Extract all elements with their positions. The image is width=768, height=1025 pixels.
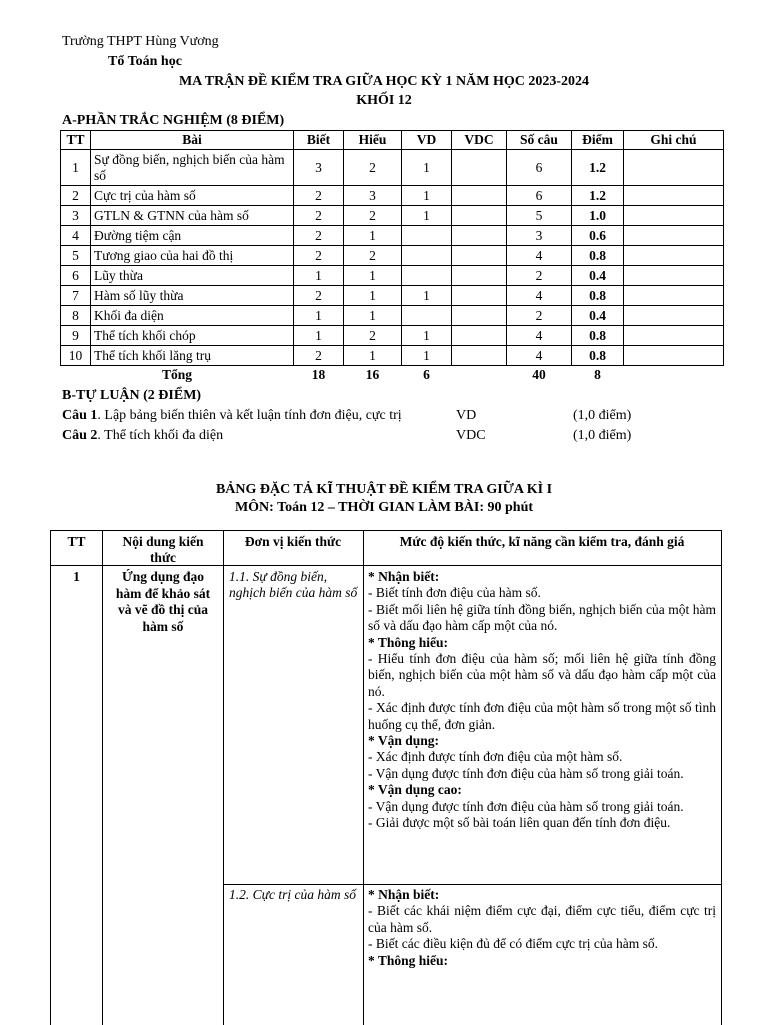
cell-bai: Cực trị của hàm số bbox=[91, 186, 294, 206]
criteria-line: - Xác định được tính đơn điệu của một hàm số. bbox=[368, 749, 623, 765]
cell-tt: 10 bbox=[61, 346, 91, 366]
cell-biet: 2 bbox=[294, 286, 344, 306]
essay-question-1 bbox=[62, 408, 402, 424]
cell-vd bbox=[402, 266, 452, 286]
question-text: . Lập bảng biến thiên và kết luận tính đơn điệu, cực trị bbox=[97, 408, 402, 423]
cell-biet: 1 bbox=[294, 306, 344, 326]
criteria-line: - Vận dụng được tính đơn điệu của hàm số trong giải toán. bbox=[368, 798, 684, 814]
table-row bbox=[61, 326, 724, 346]
cell-biet: 2 bbox=[294, 246, 344, 266]
spec-unit-criteria bbox=[368, 887, 716, 969]
cell-bai: Lũy thừa bbox=[91, 266, 294, 286]
table-row bbox=[61, 206, 724, 226]
cell-diem: 0.8 bbox=[572, 346, 624, 366]
cell-vd: 1 bbox=[402, 326, 452, 346]
cell-hieu: 2 bbox=[344, 206, 402, 226]
total-hieu: 16 bbox=[365, 367, 380, 382]
department-name: Tổ Toán học bbox=[108, 54, 182, 69]
criteria-line: - Biết các điều kiện đủ để có điểm cực trị của hàm số. bbox=[368, 936, 658, 952]
cell-so-cau: 4 bbox=[507, 286, 572, 306]
section-b-heading: B-TỰ LUẬN (2 ĐIỂM) bbox=[62, 388, 202, 403]
cell-so-cau: 2 bbox=[507, 306, 572, 326]
spec-subtitle: MÔN: Toán 12 – THỜI GIAN LÀM BÀI: 90 phút bbox=[234, 500, 534, 515]
cell-diem: 1.2 bbox=[572, 186, 624, 206]
question-level: VD bbox=[456, 408, 477, 423]
cell-so-cau: 4 bbox=[507, 346, 572, 366]
cell-diem: 0.4 bbox=[572, 266, 624, 286]
criteria-line: - Giải được một số bài toán liên quan đến tính đơn điệu. bbox=[368, 815, 671, 831]
matrix-table bbox=[60, 130, 724, 384]
cell-ghi-chu bbox=[624, 306, 724, 326]
criteria-line: - Vận dụng được tính đơn điệu của hàm số trong giải toán. bbox=[368, 765, 684, 781]
cell-bai: Thể tích khối lăng trụ bbox=[91, 346, 294, 366]
question-label: Câu 2 bbox=[62, 428, 98, 443]
cell-vdc bbox=[452, 186, 507, 206]
cell-diem: 1.0 bbox=[572, 206, 624, 226]
cell-vd: 1 bbox=[402, 346, 452, 366]
spec-unit-name: 1.2. Cực trị của hàm số bbox=[229, 887, 356, 902]
cell-vdc bbox=[452, 306, 507, 326]
cell-hieu: 1 bbox=[344, 266, 402, 286]
cell-vd bbox=[402, 226, 452, 246]
level-heading: * Vận dụng: bbox=[368, 733, 440, 749]
cell-biet: 2 bbox=[294, 346, 344, 366]
cell-ghi-chu bbox=[624, 186, 724, 206]
col-header: VD bbox=[402, 131, 452, 150]
cell-hieu: 1 bbox=[344, 226, 402, 246]
question-points: (1,0 điểm) bbox=[573, 408, 632, 423]
cell-tt: 7 bbox=[61, 286, 91, 306]
cell-vdc bbox=[452, 150, 507, 186]
cell-vdc bbox=[452, 246, 507, 266]
spec-title: BẢNG ĐẶC TẢ KĨ THUẬT ĐỀ KIỂM TRA GIỮA KÌ I bbox=[215, 482, 553, 497]
col-header: VDC bbox=[452, 131, 507, 150]
spec-col-divider bbox=[363, 531, 364, 1025]
table-row bbox=[61, 186, 724, 206]
cell-hieu: 2 bbox=[344, 326, 402, 346]
cell-biet: 2 bbox=[294, 186, 344, 206]
cell-hieu: 2 bbox=[344, 246, 402, 266]
document-title: MA TRẬN ĐỀ KIỂM TRA GIỮA HỌC KỲ 1 NĂM HỌC 2023-2024 bbox=[178, 74, 590, 89]
cell-tt: 5 bbox=[61, 246, 91, 266]
cell-vd: 1 bbox=[402, 286, 452, 306]
cell-bai: Sự đồng biến, nghịch biến của hàm số bbox=[91, 150, 294, 186]
cell-vdc bbox=[452, 206, 507, 226]
col-header: Số câu bbox=[507, 131, 572, 150]
level-heading: * Nhận biết: bbox=[368, 887, 440, 902]
question-text: . Thể tích khối đa diện bbox=[97, 428, 224, 443]
cell-vd bbox=[402, 246, 452, 266]
col-header: Bài bbox=[91, 131, 294, 150]
cell-bai: Đường tiệm cận bbox=[91, 226, 294, 246]
criteria-line: - Xác định được tính đơn điệu của một hàm số trong một số tình huống cụ thể, đơn giản. bbox=[368, 700, 716, 732]
cell-biet: 1 bbox=[294, 266, 344, 286]
cell-bai: Thể tích khối chóp bbox=[91, 326, 294, 346]
cell-so-cau: 6 bbox=[507, 150, 572, 186]
cell-bai: GTLN & GTNN của hàm số bbox=[91, 206, 294, 226]
total-vdc bbox=[452, 366, 507, 385]
col-header: Ghi chú bbox=[624, 131, 724, 150]
col-header: Điểm bbox=[572, 131, 624, 150]
spec-col-header: Mức độ kiến thức, kĩ năng cần kiểm tra, đánh giá bbox=[399, 534, 685, 549]
cell-ghi-chu bbox=[624, 286, 724, 306]
total-label: Tổng bbox=[161, 367, 192, 382]
cell-biet: 2 bbox=[294, 226, 344, 246]
spec-row-number: 1 bbox=[73, 569, 80, 584]
cell-so-cau: 6 bbox=[507, 186, 572, 206]
cell-hieu: 1 bbox=[344, 346, 402, 366]
level-heading: * Vận dụng cao: bbox=[368, 782, 462, 798]
cell-ghi-chu bbox=[624, 266, 724, 286]
cell-vdc bbox=[452, 326, 507, 346]
criteria-line: - Biết tính đơn điệu của hàm số. bbox=[368, 585, 541, 601]
cell-vd: 1 bbox=[402, 206, 452, 226]
cell-tt: 6 bbox=[61, 266, 91, 286]
cell-ghi-chu bbox=[624, 346, 724, 366]
cell-so-cau: 5 bbox=[507, 206, 572, 226]
cell-bai: Tương giao của hai đồ thị bbox=[91, 246, 294, 266]
cell-ghi-chu bbox=[624, 150, 724, 186]
criteria-line: - Biết các khái niệm điểm cực đại, điểm cực tiểu, điểm cực trị của hàm số. bbox=[368, 903, 716, 935]
spec-col-divider bbox=[102, 531, 103, 1025]
cell-so-cau: 2 bbox=[507, 266, 572, 286]
cell-diem: 0.8 bbox=[572, 246, 624, 266]
cell-ghi-chu bbox=[624, 206, 724, 226]
cell-diem: 0.4 bbox=[572, 306, 624, 326]
cell-vd bbox=[402, 306, 452, 326]
col-header: Hiểu bbox=[344, 131, 402, 150]
cell-biet: 3 bbox=[294, 150, 344, 186]
cell-vdc bbox=[452, 226, 507, 246]
cell-tt: 1 bbox=[61, 150, 91, 186]
cell-ghi-chu bbox=[624, 246, 724, 266]
cell-biet: 2 bbox=[294, 206, 344, 226]
grade-title: KHỐI 12 bbox=[356, 93, 412, 108]
question-points: (1,0 điểm) bbox=[573, 428, 632, 443]
spec-content-name: Ứng dụng đạo hàm để khảo sát và vẽ đồ thị của hàm số bbox=[115, 569, 211, 634]
cell-tt: 9 bbox=[61, 326, 91, 346]
cell-ghi-chu bbox=[624, 326, 724, 346]
table-row bbox=[61, 226, 724, 246]
section-a-heading: A-PHẦN TRẮC NGHIỆM (8 ĐIỂM) bbox=[62, 113, 285, 128]
cell-tt: 3 bbox=[61, 206, 91, 226]
spec-col-divider bbox=[223, 531, 224, 1025]
spec-unit-criteria bbox=[368, 569, 716, 832]
cell-tt: 8 bbox=[61, 306, 91, 326]
table-row bbox=[61, 306, 724, 326]
cell-hieu: 2 bbox=[344, 150, 402, 186]
spec-col-header: Nội dung kiến thức bbox=[122, 534, 204, 565]
spec-unit-divider bbox=[223, 884, 721, 885]
cell-vd: 1 bbox=[402, 150, 452, 186]
cell-so-cau: 4 bbox=[507, 246, 572, 266]
level-heading: * Thông hiểu: bbox=[368, 952, 449, 968]
cell-ghi-chu bbox=[624, 226, 724, 246]
cell-vd: 1 bbox=[402, 186, 452, 206]
table-row bbox=[61, 246, 724, 266]
cell-so-cau: 3 bbox=[507, 226, 572, 246]
cell-diem: 1.2 bbox=[572, 150, 624, 186]
spec-table bbox=[50, 530, 722, 1025]
spec-col-header: TT bbox=[67, 534, 86, 549]
table-row bbox=[61, 266, 724, 286]
cell-hieu: 3 bbox=[344, 186, 402, 206]
cell-bai: Hàm số lũy thừa bbox=[91, 286, 294, 306]
cell-bai: Khối đa diện bbox=[91, 306, 294, 326]
cell-biet: 1 bbox=[294, 326, 344, 346]
col-header: TT bbox=[61, 131, 91, 150]
total-diem: 8 bbox=[594, 367, 601, 382]
cell-vdc bbox=[452, 346, 507, 366]
cell-diem: 0.8 bbox=[572, 286, 624, 306]
col-header: Biết bbox=[294, 131, 344, 150]
criteria-line: - Biết mối liên hệ giữa tính đồng biến, nghịch biến của một hàm số và dấu đạo hàm cấp một của nó. bbox=[368, 601, 716, 634]
total-biet: 18 bbox=[311, 367, 326, 382]
school-name: Trường THPT Hùng Vương bbox=[62, 34, 219, 49]
cell-hieu: 1 bbox=[344, 306, 402, 326]
total-empty bbox=[624, 366, 724, 385]
cell-hieu: 1 bbox=[344, 286, 402, 306]
total-vd: 6 bbox=[423, 367, 430, 382]
cell-vdc bbox=[452, 286, 507, 306]
cell-vdc bbox=[452, 266, 507, 286]
level-heading: * Nhận biết: bbox=[368, 569, 440, 584]
total-row bbox=[61, 366, 724, 385]
table-row bbox=[61, 286, 724, 306]
total-so-cau: 40 bbox=[532, 367, 546, 382]
table-row bbox=[61, 150, 724, 186]
cell-tt: 2 bbox=[61, 186, 91, 206]
cell-diem: 0.6 bbox=[572, 226, 624, 246]
criteria-line: - Hiểu tính đơn điệu của hàm số; mối liên hệ giữa tính đồng biến, nghịch biến của một hàm số và dấu đạo hàm cấp một của nó. bbox=[368, 651, 716, 699]
question-level: VDC bbox=[456, 428, 486, 443]
question-label: Câu 1 bbox=[62, 408, 98, 423]
spec-col-header: Đơn vị kiến thức bbox=[244, 534, 342, 549]
cell-diem: 0.8 bbox=[572, 326, 624, 346]
matrix-header-row bbox=[61, 131, 724, 150]
essay-question-2 bbox=[62, 428, 223, 444]
spec-unit-name: 1.1. Sự đồng biến, nghịch biến của hàm số bbox=[229, 569, 358, 601]
cell-tt: 4 bbox=[61, 226, 91, 246]
level-heading: * Thông hiểu: bbox=[368, 634, 449, 650]
table-row bbox=[61, 346, 724, 366]
cell-so-cau: 4 bbox=[507, 326, 572, 346]
